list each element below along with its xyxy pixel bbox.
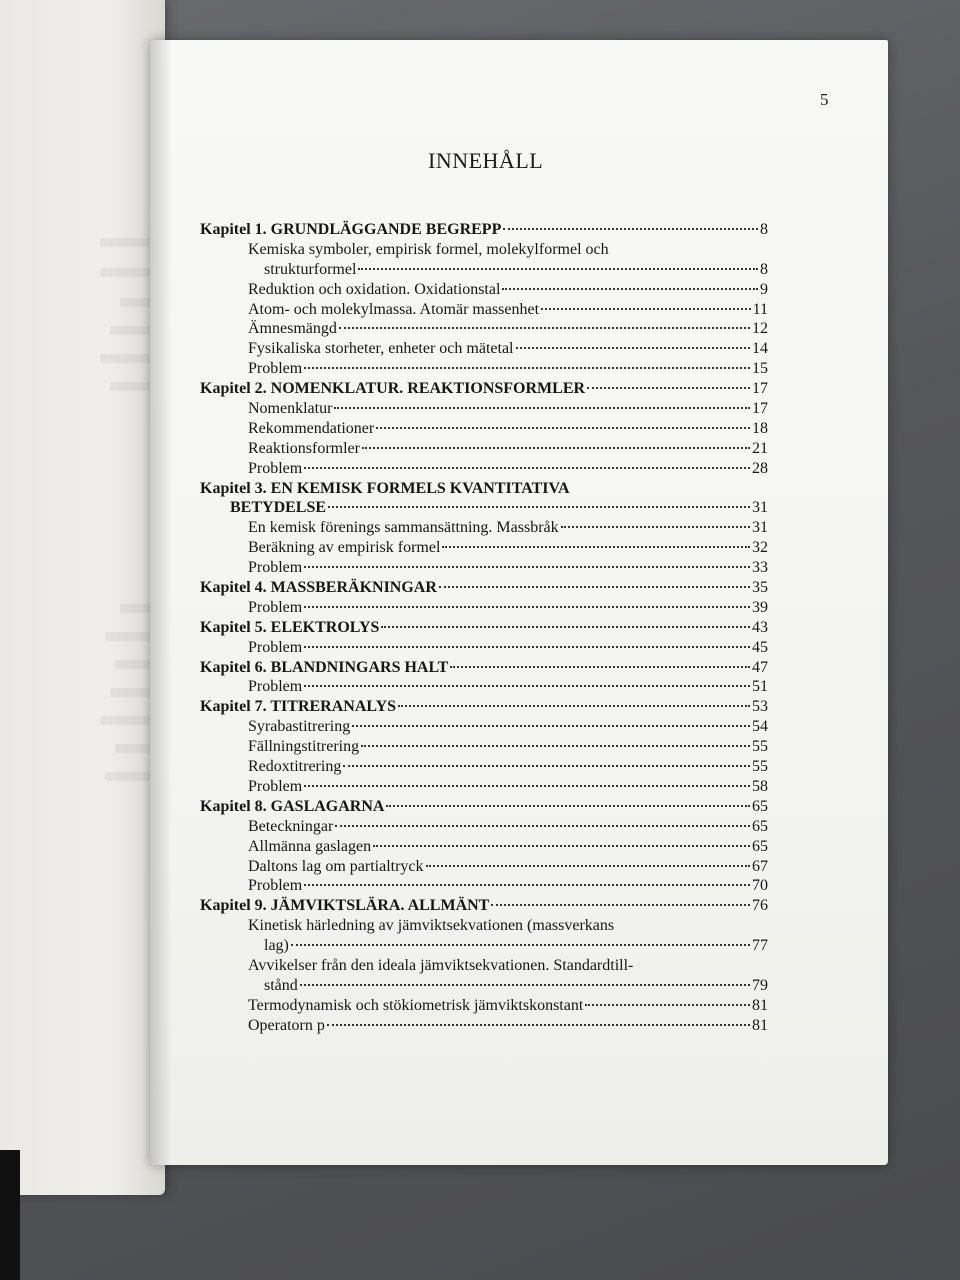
toc-page-number: 15: [752, 360, 768, 378]
toc-entry-label: BETYDELSE: [230, 499, 327, 517]
toc-entry-label: Kinetisk härledning av jämviktsekvationen (massverkans: [248, 917, 615, 935]
toc-entry-label: En kemisk förenings sammansättning. Massbråk: [248, 519, 559, 537]
toc-entry-label: Allmänna gaslagen: [248, 837, 372, 855]
toc-page-number: 8: [760, 221, 768, 238]
dot-leader: [352, 725, 750, 727]
toc-entry-label: Nomenklatur: [248, 400, 333, 418]
toc-entry-label: Kapitel 8. GASLAGARNA: [200, 797, 385, 815]
toc-page-number: 76: [752, 897, 768, 915]
toc-page-number: 77: [752, 937, 768, 955]
toc-page-number: 14: [752, 340, 768, 358]
dot-leader: [335, 825, 750, 827]
toc-section-entry: [200, 240, 768, 260]
toc-section-entry: [200, 916, 768, 936]
toc-section-entry: [200, 976, 768, 996]
toc-page-number: 35: [752, 579, 768, 597]
toc-page-number: 8: [760, 260, 768, 278]
toc-page-number: 47: [752, 658, 768, 676]
dot-leader: [516, 347, 751, 349]
toc-chapter-entry: [200, 797, 768, 817]
dot-leader: [541, 308, 751, 310]
toc-entry-label: Problem: [248, 638, 303, 656]
dot-leader: [304, 785, 750, 787]
toc-section-entry: [200, 857, 768, 877]
toc-chapter-entry: [200, 658, 768, 678]
dot-leader: [442, 546, 750, 548]
dot-leader: [304, 566, 750, 568]
toc-page-number: 58: [752, 777, 768, 795]
toc-page-number: 21: [752, 439, 768, 457]
toc-section-entry: [200, 996, 768, 1016]
toc-page-number: 55: [752, 758, 768, 776]
toc-entry-label: Kapitel 3. EN KEMISK FORMELS KVANTITATIVA: [200, 479, 570, 497]
dot-leader: [587, 387, 750, 389]
dot-leader: [328, 506, 750, 508]
dot-leader: [304, 606, 750, 608]
toc-page-number: 33: [752, 559, 768, 577]
dot-leader: [343, 765, 750, 767]
toc-entry-label: Problem: [248, 598, 303, 616]
toc-page-number: 28: [752, 459, 768, 477]
toc-section-entry: [200, 439, 768, 459]
toc-page-number: 79: [752, 976, 768, 994]
toc-page-number: 65: [752, 837, 768, 855]
toc-page-number: 32: [752, 539, 768, 557]
toc-section-entry: [200, 1016, 768, 1036]
toc-page-number: 67: [752, 857, 768, 875]
toc-page-number: 70: [752, 877, 768, 895]
toc-chapter-entry: [200, 220, 768, 240]
toc-entry-label: lag): [264, 937, 289, 955]
toc-entry-label: Syrabastitrering: [248, 718, 351, 736]
toc-page-number: 65: [752, 797, 768, 815]
toc-section-entry: [200, 538, 768, 558]
toc-page-number: 39: [752, 598, 768, 616]
dot-leader: [304, 884, 750, 886]
toc-page-number: 17: [752, 400, 768, 418]
toc-page-number: 18: [752, 419, 768, 437]
toc-section-entry: [200, 717, 768, 737]
toc-section-entry: [200, 837, 768, 857]
toc-section-entry: [200, 936, 768, 956]
toc-section-entry: [200, 777, 768, 797]
dot-leader: [491, 904, 750, 906]
toc-entry-label: Problem: [248, 459, 303, 477]
toc-section-entry: [200, 518, 768, 538]
dot-leader: [362, 447, 750, 449]
toc-section-entry: [200, 399, 768, 419]
dot-leader: [503, 228, 758, 230]
toc-chapter-entry: [200, 479, 768, 499]
toc-section-entry: [200, 260, 768, 280]
toc-section-entry: [200, 737, 768, 757]
toc-page-number: 12: [752, 320, 768, 338]
toc-entry-label: Beteckningar: [248, 817, 334, 835]
dot-leader: [304, 646, 750, 648]
toc-chapter-entry: [200, 578, 768, 598]
toc-entry-label: Kapitel 7. TITRERANALYS: [200, 698, 397, 716]
dot-leader: [561, 526, 750, 528]
dot-leader: [426, 865, 750, 867]
toc-entry-label: Kemiska symboler, empirisk formel, molekylformel och: [248, 240, 609, 258]
toc-section-entry: [200, 498, 768, 518]
toc-chapter-entry: [200, 697, 768, 717]
toc-chapter-entry: [200, 896, 768, 916]
dot-leader: [334, 407, 750, 409]
toc-entry-label: Fällningstitrering: [248, 738, 360, 756]
left-page: [0, 0, 165, 1195]
toc-section-entry: [200, 359, 768, 379]
toc-page-number: 17: [752, 380, 768, 398]
toc-entry-label: Reaktionsformler: [248, 439, 360, 457]
dot-leader: [585, 1004, 750, 1006]
toc-title: INNEHÅLL: [428, 148, 544, 173]
dot-leader: [361, 745, 750, 747]
toc-page-number: 45: [752, 638, 768, 656]
toc-entry-label: Problem: [248, 559, 303, 577]
toc-section-entry: [200, 300, 768, 320]
toc-section-entry: [200, 339, 768, 359]
dot-leader: [327, 1024, 750, 1026]
dot-leader: [373, 845, 750, 847]
toc-entry-label: Kapitel 6. BLANDNINGARS HALT: [200, 658, 449, 676]
toc-entry-label: Avvikelser från den ideala jämviktsekvationen. Standardtill-: [248, 956, 634, 974]
dot-leader: [376, 427, 750, 429]
table-of-contents: [200, 220, 768, 1036]
toc-section-entry: [200, 956, 768, 976]
dot-leader: [304, 685, 750, 687]
toc-entry-label: Kapitel 2. NOMENKLATUR. REAKTIONSFORMLER: [200, 380, 586, 398]
toc-page-number: 55: [752, 738, 768, 756]
toc-section-entry: [200, 598, 768, 618]
toc-page-number: 31: [752, 519, 768, 537]
toc-entry-label: Problem: [248, 360, 303, 378]
toc-entry-label: Kapitel 9. JÄMVIKTSLÄRA. ALLMÄNT: [200, 897, 490, 915]
toc-section-entry: [200, 677, 768, 697]
toc-section-entry: [200, 817, 768, 837]
toc-entry-label: Reduktion och oxidation. Oxidationstal: [248, 280, 501, 298]
dot-leader: [339, 327, 750, 329]
toc-section-entry: [200, 459, 768, 479]
toc-page-number: 81: [752, 1016, 768, 1034]
toc-entry-label: Problem: [248, 678, 303, 696]
page-fold-shadow: [150, 40, 172, 1165]
toc-page-number: 31: [752, 499, 768, 517]
toc-entry-label: Termodynamisk och stökiometrisk jämviktskonstant: [248, 996, 584, 1014]
dot-leader: [300, 984, 750, 986]
toc-section-entry: [200, 280, 768, 300]
toc-page-number: 54: [752, 718, 768, 736]
toc-page-number: 53: [752, 698, 768, 716]
toc-chapter-entry: [200, 618, 768, 638]
toc-section-entry: [200, 419, 768, 439]
toc-section-entry: [200, 876, 768, 896]
dot-leader: [439, 586, 750, 588]
toc-entry-label: Kapitel 4. MASSBERÄKNINGAR: [200, 579, 437, 597]
dot-leader: [502, 288, 758, 290]
toc-page-number: 43: [752, 618, 768, 636]
toc-entry-label: Kapitel 5. ELEKTROLYS: [200, 618, 380, 636]
dot-leader: [398, 705, 750, 707]
toc-entry-label: Operatorn p: [248, 1016, 325, 1034]
toc-page-number: 51: [752, 678, 768, 696]
dot-leader: [381, 626, 750, 628]
dot-leader: [358, 268, 758, 270]
toc-page-number: 81: [752, 996, 768, 1014]
toc-section-entry: [200, 757, 768, 777]
toc-entry-label: Rekommendationer: [248, 419, 375, 437]
dot-leader: [450, 666, 750, 668]
toc-entry-label: Problem: [248, 877, 303, 895]
dot-leader: [304, 467, 750, 469]
toc-section-entry: [200, 319, 768, 339]
toc-entry-label: Problem: [248, 777, 303, 795]
toc-entry-label: stånd: [264, 976, 298, 994]
toc-chapter-entry: [200, 379, 768, 399]
toc-entry-label: Kapitel 1. GRUNDLÄGGANDE BEGREPP: [200, 221, 502, 238]
dot-leader: [386, 805, 750, 807]
toc-entry-label: strukturformel: [264, 260, 357, 278]
toc-entry-label: Beräkning av empirisk formel: [248, 539, 441, 557]
toc-entry-label: Redoxtitrering: [248, 758, 342, 776]
toc-page-number: 65: [752, 817, 768, 835]
toc-section-entry: [200, 638, 768, 658]
dot-leader: [291, 944, 750, 946]
toc-page-number: 9: [760, 280, 768, 298]
book-cover-corner: [0, 1150, 20, 1280]
toc-entry-label: Atom- och molekylmassa. Atomär massenhet: [248, 300, 540, 318]
dot-leader: [304, 367, 750, 369]
toc-section-entry: [200, 558, 768, 578]
toc-entry-label: Fysikaliska storheter, enheter och mätetal: [248, 340, 514, 358]
page-number: 5: [820, 90, 829, 109]
toc-entry-label: Ämnesmängd: [248, 320, 337, 338]
toc-page-number: 11: [752, 300, 768, 318]
toc-entry-label: Daltons lag om partialtryck: [248, 857, 424, 875]
